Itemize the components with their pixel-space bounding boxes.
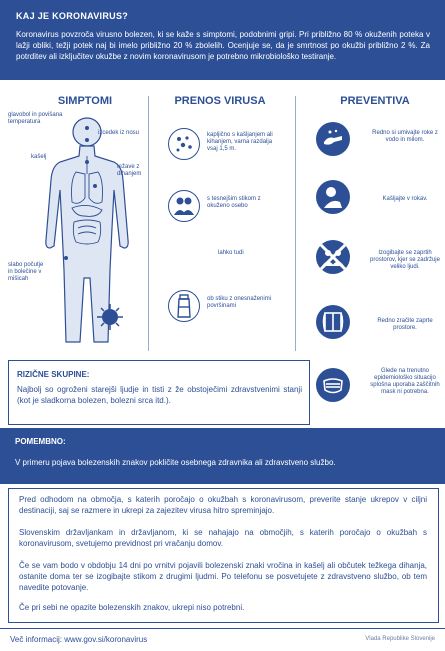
prevention-avoid: Izogibajte se zaprtih prostorov, kjer se zadržuje veliko ljudi. bbox=[370, 250, 440, 270]
transmission-contact: s tesnejšim stikom z okuženo osebo bbox=[207, 196, 261, 209]
mask-icon bbox=[316, 368, 350, 402]
cough-sleeve-icon bbox=[316, 180, 350, 214]
transmission-surfaces: ob stiku z onesnaženimi površinami bbox=[207, 296, 272, 309]
bottle-icon bbox=[168, 290, 200, 322]
prevention-masks: Glede na trenutno epidemiološko situacijo splošna uporaba zaščitnih mask ni potrebna. bbox=[370, 368, 440, 395]
info-paragraph-4: Če pri sebi ne opazite bolezenskih znakov, ukrepi niso potrebni. bbox=[19, 603, 245, 612]
risk-title: RIZIČNE SKUPINE: bbox=[17, 370, 90, 379]
prevention-ventilate: Redno zračite zaprte prostore. bbox=[377, 318, 433, 331]
risk-groups-box bbox=[8, 360, 310, 425]
government-name: Vlada Republike Slovenije bbox=[365, 636, 435, 642]
important-title: POMEMBNO: bbox=[15, 437, 66, 446]
virus-icon bbox=[95, 302, 125, 332]
symptom-runny-nose: izcedek iz nosu bbox=[98, 130, 140, 136]
transmission-heading: PRENOS VIRUSA bbox=[174, 95, 266, 107]
info-paragraph-1: Pred odhodom na območja, s katerih poročajo o okužbah s koronavirusom, preverite stanje ukrepov v ciljni destinaciji, saj se razmere in ukrepi za zajezitev virusa hitro spreminjajo. bbox=[19, 495, 427, 515]
info-paragraph-2: Slovenskim državljankam in državljanom, ki se nahajajo na območjih, s katerih poročajo o okužbah s koronavirusom, svetujemo previdnost pri vračanju domov. bbox=[19, 528, 427, 548]
divider-2 bbox=[295, 96, 296, 351]
prevention-wash: Redno si umivajte roke z vodo in milom. bbox=[372, 130, 438, 143]
important-text: V primeru pojava bolezenskih znakov pokličite osebnega zdravnika ali zdravstveno službo. bbox=[15, 458, 336, 467]
symptom-malaise: slabo počutje in bolečine v mišicah bbox=[8, 262, 44, 282]
prevention-heading: PREVENTIVA bbox=[340, 95, 410, 107]
symptom-fever: glavobol in povišana temperatura bbox=[8, 112, 63, 125]
footer bbox=[0, 628, 445, 651]
symptom-breathing: težave z dihanjem bbox=[117, 164, 142, 177]
transmission-droplets: kapljično s kašljanjem ali kihanjem, varna razdalja vsaj 1,5 m. bbox=[207, 132, 273, 152]
handwash-icon bbox=[316, 122, 350, 156]
risk-text: Najbolj so ogroženi starejši ljudje in tisti z že obstoječimi zdravstvenimi stanji (kot je sladkorna bolezen, bolezni srca itd.). bbox=[17, 385, 302, 405]
symptom-cough: kašelj bbox=[31, 154, 47, 160]
transmission-possibly: lahko tudi bbox=[218, 250, 244, 256]
intro-banner bbox=[0, 0, 445, 80]
human-body-icon bbox=[32, 110, 142, 350]
travel-info-box bbox=[8, 488, 439, 623]
info-paragraph-3: Če se vam bodo v obdobju 14 dni po vrnitvi pojavili bolezenski znaki vročina in kašelj ali občutek težkega dihanja, ostanite doma ter se izogibajte stikom z drugimi ljudmi. Po telefonu se posvetujete z zdravstveno službo, ob tem navedite potovanje. bbox=[19, 561, 427, 592]
window-icon bbox=[316, 305, 350, 339]
more-info-link[interactable]: Več informacij: www.gov.si/koronavirus bbox=[10, 635, 148, 644]
prevention-sleeve: Kašljajte v rokav. bbox=[382, 196, 428, 202]
intro-title: KAJ JE KORONAVIRUS? bbox=[16, 11, 129, 21]
important-band bbox=[0, 428, 445, 484]
droplets-icon bbox=[168, 128, 200, 160]
intro-text: Koronavirus povzroča virusno bolezen, ki se kaže s simptomi, podobnimi gripi. Pri približno 80 % okuženih poteka v lažji obliki, težji potek naj bi imelo približno 20 % zbolelih. Ocenjuje se, da je smrtnost po okužbi približno 2 %. Za potrditev ali izključitev okužbe z novim koronavirusom je potrebno mikrobiološko testiranje. bbox=[16, 30, 430, 61]
no-crowds-icon bbox=[316, 240, 350, 274]
symptoms-heading: SIMPTOMI bbox=[57, 95, 113, 107]
contact-icon bbox=[168, 190, 200, 222]
